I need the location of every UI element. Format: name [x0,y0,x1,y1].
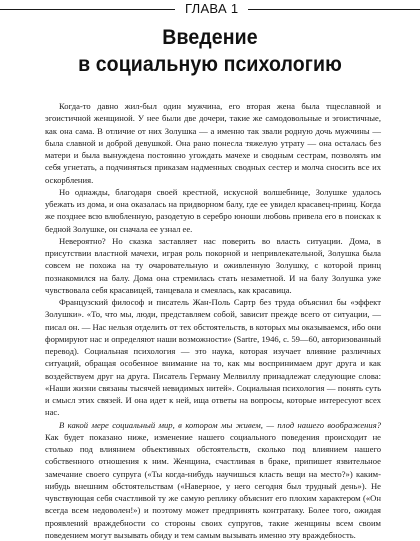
paragraph-5 [45,419,381,541]
chapter-label: ГЛАВА 1 [175,0,248,17]
chapter-title [52,24,368,78]
chapter-header [0,0,420,18]
paragraph-4: Французский философ и писатель Жан-Поль Сартр без труда объяснил бы «эффект Золушки». «То, что мы, люди, представляем собой, зависит прежде всего от ситуации, — писал он. — Нас нельзя отделить от тех обстоятельств, в которых мы оказываемся, ибо они формируют нас и определяют наши возможности» (Sartre, 1946, с. 59—60, авторизованный перевод). Социальная психология — это наука, которая изучает влияние различных ситуаций, обращая особенное внимание на то, как мы воспринимаем друг друга и как воздействуем друг на друга. Писатель Герману Мелвиллу принадлежат следующие слова: «Наши жизни связаны тысячей невидимых нитей». Социальная психология — понять суть и смысл этих связей. И она идет к ней, ища ответы на вопросы, которые интересуют всех нас. [45,296,381,419]
paragraph-1: Когда-то давно жил-был один мужчина, его вторая жена была тщеславной и эгоистичной женщиной. У нее были две дочери, такие же самодовольные и эгоистичные, как она сама. В отличие от них Золушка — а именно так звали родную дочь мужчины — была славной и доброй девушкой. Она рано понесла тяжелую утрату — она осталась без матери и была вынуждена постоянно угождать мачехе и сводным сестрам, позволять им себя угнетать, а подчиняться приказам надменных сводных сестер и молча сносить все их оскорбления. [45,100,381,186]
paragraph-2: Но однажды, благодаря своей крестной, искусной волшебнице, Золушке удалось убежать из дома, и она оказалась на придворном балу, где ее увидел красавец-принц. Когда же позднее всю влюбленную, разодетую в серебро юноши любовь привела его в поисках к бедной Золушке, он сначала ее узнал ее. [45,186,381,235]
paragraph-3: Невероятно? Но сказка заставляет нас поверить во власть ситуации. Дома, в присутствии властной мачехи, играя роль покорной и непривлекательной, Золушка была совсем не похожа на ту очаровательную и оживленную Золушку, с которой принц познакомился на балу. Дома она стремилась стать незаметной. И на балу Золушка уже чувствовала себя красавицей, танцевала и смеялась, как красавица. [45,235,381,296]
chapter-title-line-1: Введение [52,24,368,51]
chapter-title-line-2: в социальную психологию [52,51,368,78]
paragraph-5-text: Как будет показано ниже, изменение нашего социального поведения происходит не столько под влиянием объективных обстоятельств, сколько под влиянием нашего собственного отношения к ним. Женщина, счастливая в браке, припишет язвительное замечание своего супруга («Ты когда-нибудь научишься класть вещи на место?») каким-нибудь внешним обстоятельствам («Наверное, у него сегодня был трудный день»). Не чувствующая себя счастливой ту же самую реплику объяснит его плохим характером («Он всегда всем недоволен!») и поэтому может предпринять контратаку. Более того, ожидая проявлений враждебности со стороны своих супругов, такие женщины всем своим поведением могут вызывать обиду и тем самым вызывать именно эту враждебность. [45,432,381,540]
body-text [45,100,381,541]
paragraph-5-lead: В какой мере социальный мир, в котором мы живем, — плод нашего воображения? [59,420,381,430]
